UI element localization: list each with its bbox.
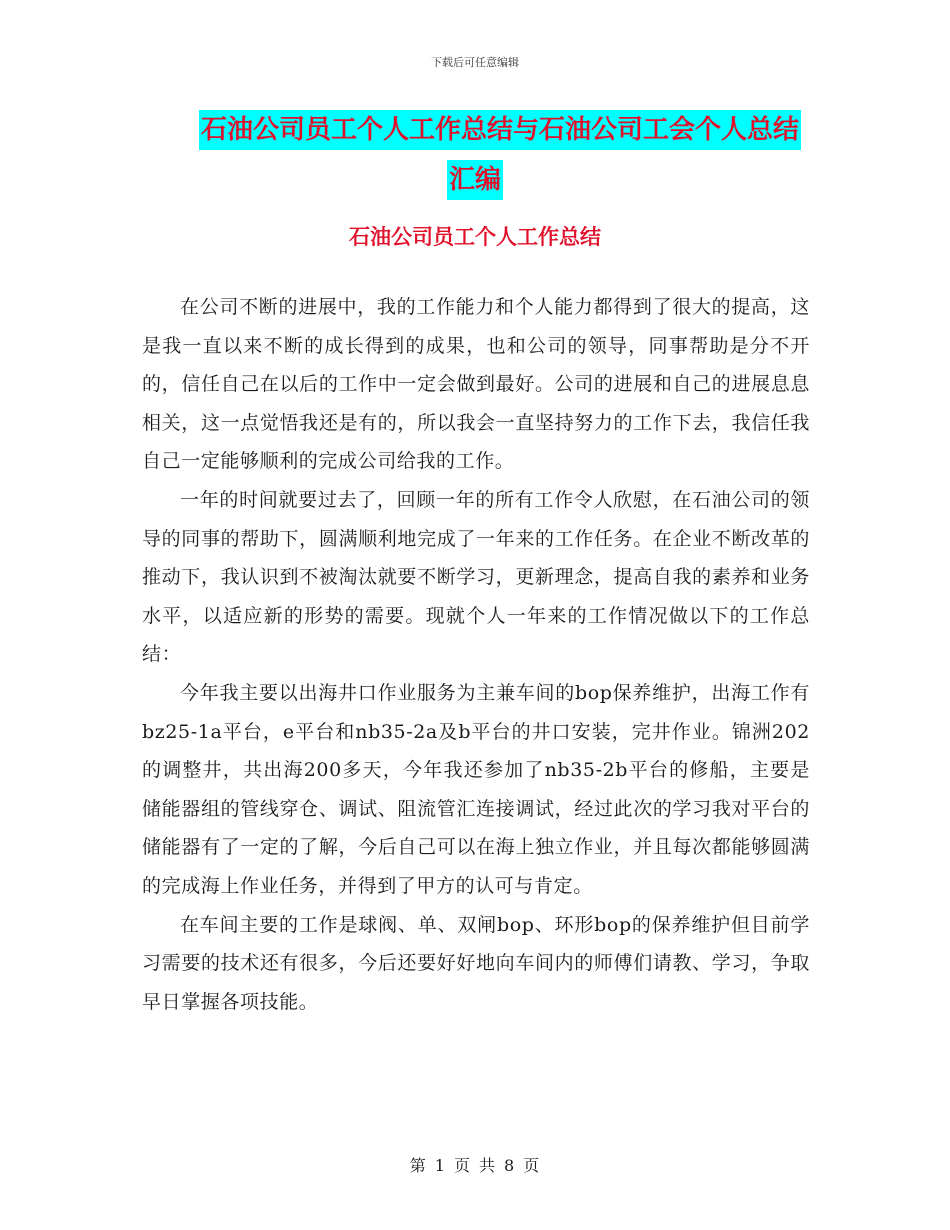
title-line-2: 汇编 <box>447 160 503 200</box>
page-footer <box>0 1153 950 1176</box>
page-total: 8 <box>504 1156 516 1175</box>
paragraph: 在公司不断的进展中，我的工作能力和个人能力都得到了很大的提高，这是我一直以来不断的成长得到的成果，也和公司的领导，同事帮助是分不开的，信任自己在以后的工作中一定会做到最好。公司的进展和自己的进展息息相关，这一点觉悟我还是有的，所以我会一直坚持努力的工作下去，我信任我自己一定能够顺利的完成公司给我的工作。 <box>142 296 810 473</box>
paragraph: 今年我主要以出海井口作业服务为主兼车间的bop保养维护，出海工作有bz25-1a平台，e平台和nb35-2a及b平台的井口安装，完井作业。锦洲202的调整井，共出海200多天，今年我还参加了nb35-2b平台的修船，主要是储能器组的管线穿仓、调试、阻流管汇连接调试，经过此次的学习我对平台的储能器有了一定的了解，今后自己可以在海上独立作业，并且每次都能够圆满的完成海上作业任务，并得到了甲方的认可与肯定。 <box>142 681 810 897</box>
paragraph: 在车间主要的工作是球阀、单、双闸bop、环形bop的保养维护但目前学习需要的技术还有很多，今后还要好好地向车间内的师傅们请教、学习，争取早日掌握各项技能。 <box>142 913 810 1013</box>
title-line-1: 石油公司员工个人工作总结与石油公司工会个人总结 <box>199 110 801 150</box>
paragraph: 一年的时间就要过去了，回顾一年的所有工作令人欣慰，在石油公司的领导的同事的帮助下，圆满顺利地完成了一年来的工作任务。在企业不断改革的推动下，我认识到不被淘汰就要不断学习，更新理念，提高自我的素养和业务水平，以适应新的形势的需要。现就个人一年来的工作情况做以下的工作总结： <box>142 488 810 666</box>
section-heading: 石油公司员工个人工作总结 <box>349 224 601 249</box>
page-label-suffix: 页 <box>523 1156 541 1175</box>
header-note: 下载后可任意编辑 <box>431 56 519 69</box>
page-current: 1 <box>434 1156 446 1175</box>
page-label-mid: 页 <box>453 1156 471 1175</box>
document-title <box>0 110 950 210</box>
body-text <box>142 288 810 1021</box>
page-label-prefix: 第 <box>409 1156 427 1175</box>
page-label-total-prefix: 共 <box>479 1156 497 1175</box>
